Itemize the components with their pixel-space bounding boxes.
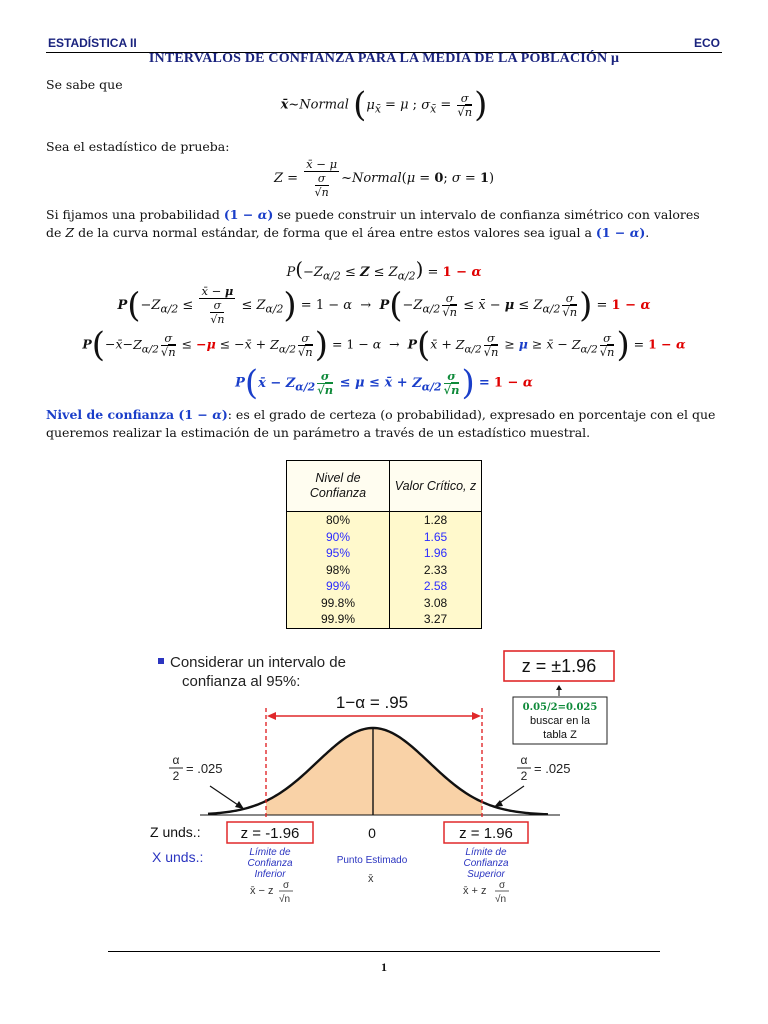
two-symbol-right: 2 bbox=[520, 769, 528, 783]
confidence-level-cell: 90% bbox=[287, 529, 390, 546]
table-row bbox=[287, 512, 482, 529]
equation-confidence-interval: P(x̄ − $Z_{\alpha/2}$ $\frac{\sigma}{√n}$ ≤ μ ≤ x̄ + $Z_{\alpha/2}$ $\frac{\sigma}{√n}$ ) = 1 − α bbox=[235, 363, 533, 403]
table-header-row bbox=[287, 461, 482, 512]
arrow-left-icon bbox=[267, 712, 276, 720]
header-course: ESTADÍSTICA II bbox=[48, 36, 137, 50]
term-nivel-confianza: Nivel de confianza (1 − α) bbox=[46, 407, 228, 422]
text-segment: de la curva normal estándar, de forma que el área entre estos valores sea igual a bbox=[78, 225, 592, 240]
critical-value-cell: 3.08 bbox=[390, 595, 482, 612]
svg-text:√n: √n bbox=[495, 894, 507, 905]
table-row bbox=[287, 611, 482, 628]
confidence-level-cell: 95% bbox=[287, 545, 390, 562]
point-estimate-label: Punto Estimado bbox=[336, 855, 408, 866]
note-line-3: tabla Z bbox=[543, 729, 577, 741]
definition-text: : es el grado de certeza (o probabilidad), expresado en porcentaje con el que bbox=[227, 407, 716, 422]
critical-values-table bbox=[286, 460, 482, 629]
z-lower-value: z = -1.96 bbox=[240, 825, 300, 842]
alpha-symbol-left: α bbox=[172, 753, 180, 767]
equation-probability-3: $P(-x̄-Z_{\alpha/2}$ $\frac{\sigma}{√n}$ ≤ −μ ≤ −x̄ + $Z_{\alpha/2}$ $\frac{\sigma}{√n}$ ) = 1 − α → P(x̄ + $Z_{\alpha/2}$ $\frac{\sigma}{√n}$ ≥ μ ≥ x̄ − $Z_{\alpha/2}$ $\frac{\sigma}{√n}$ ) = 1 − α bbox=[82, 325, 686, 365]
note-line-2: buscar en la bbox=[530, 715, 590, 727]
two-symbol-left: 2 bbox=[172, 769, 180, 783]
lower-limit-label-2: Confianza bbox=[247, 858, 293, 869]
equation-probability-2: $P(-Z_{\alpha/2}$ ≤ $\frac{x̄ - \mu}{\frac{\sigma}{√n}}$ ≤ $Z_{\alpha/2}) = 1 - \alpha \to P(-Z_{\alpha/2}$ $\frac{\sigma}{√n}$ ≤ x̄ − $\mu \le Z_{\alpha/2}$ $\frac{\sigma}{√n}$ ) = 1 − α bbox=[117, 284, 651, 326]
z-units-label: Z unds.: bbox=[150, 824, 201, 840]
note-line-1: 0.05/2=0.025 bbox=[522, 702, 598, 713]
confidence-level-cell: 99.8% bbox=[287, 595, 390, 612]
arrow-icon-left bbox=[235, 801, 244, 809]
z-center-value: 0 bbox=[368, 825, 376, 841]
equation-z-statistic: Z = $\frac{x̄ - \mu}{\frac{\sigma}{√n}}$ ~Normal(μ = 0; σ = 1) bbox=[273, 157, 495, 199]
paragraph-intro: Se sabe que bbox=[46, 77, 123, 92]
confidence-level-cell: 80% bbox=[287, 512, 390, 529]
equation-sampling-distribution: x̄~Normal ($\mu_{x̄} = \mu$ ; $\sigma_{x̄}$ = $\frac{\sigma}{√n}$ ) bbox=[280, 85, 488, 125]
lower-limit-label-1: Límite de bbox=[249, 847, 291, 858]
bullet-text-2: confianza al 95%: bbox=[182, 673, 301, 690]
critical-value-cell: 1.28 bbox=[390, 512, 482, 529]
upper-limit-label-3: Superior bbox=[467, 869, 505, 880]
svg-text:√n: √n bbox=[279, 894, 291, 905]
page-number: 1 bbox=[381, 960, 387, 974]
text-segment: se puede construir un intervalo de confianza simétrico con valores bbox=[277, 207, 700, 222]
table-row bbox=[287, 545, 482, 562]
footer-rule bbox=[108, 951, 660, 952]
lower-limit-label-3: Inferior bbox=[254, 869, 286, 880]
header-critical-value: Valor Crítico, z bbox=[390, 461, 482, 512]
paragraph-nivel-confianza bbox=[46, 406, 726, 442]
header-confidence-level: Nivel de Confianza bbox=[287, 461, 390, 512]
text-segment: Si fijamos una probabilidad bbox=[46, 207, 220, 222]
confidence-area bbox=[266, 728, 482, 815]
confidence-level-cell: 98% bbox=[287, 562, 390, 579]
text-segment: de bbox=[46, 225, 62, 240]
table-body bbox=[287, 512, 482, 629]
critical-value-cell: 2.58 bbox=[390, 578, 482, 595]
z-upper-value: z = 1.96 bbox=[459, 825, 513, 842]
header-code: ECO bbox=[693, 36, 720, 50]
svg-text:x̄ + z: x̄ + z bbox=[463, 885, 487, 897]
svg-text:x̄: x̄ bbox=[368, 873, 374, 885]
alpha-half-left: = .025 bbox=[186, 761, 223, 776]
confidence-level-cell: 99% bbox=[287, 578, 390, 595]
confidence-level-cell: 99.9% bbox=[287, 611, 390, 628]
table-row bbox=[287, 562, 482, 579]
arrow-up-icon bbox=[556, 685, 562, 690]
critical-value-cell: 1.96 bbox=[390, 545, 482, 562]
x-units-label: X unds.: bbox=[152, 849, 204, 865]
svg-text:x̄ − z: x̄ − z bbox=[250, 885, 274, 897]
page-title: INTERVALOS DE CONFIANZA PARA LA MEDIA DE LA POBLACIÓN μ bbox=[148, 51, 620, 66]
critical-value-cell: 1.65 bbox=[390, 529, 482, 546]
upper-limit-label-2: Confianza bbox=[463, 858, 509, 869]
paragraph-probability: Si fijamos una probabilidad (1 − α) se puede construir un intervalo de confianza simétrico con valores de Z de la curva normal estándar, de forma que el área entre estos valores sea igual a (1 − α). bbox=[46, 207, 700, 240]
bullet-text-1: Considerar un intervalo de bbox=[170, 654, 346, 671]
svg-text:σ: σ bbox=[499, 880, 506, 891]
critical-value-cell: 2.33 bbox=[390, 562, 482, 579]
point-estimate-formula bbox=[368, 873, 374, 885]
upper-limit-formula bbox=[463, 880, 509, 905]
definition-text-2: queremos realizar la estimación de un parámetro a través de un estadístico muestral. bbox=[46, 425, 591, 440]
table-row bbox=[287, 529, 482, 546]
normal-curve-figure bbox=[140, 640, 640, 920]
svg-text:σ: σ bbox=[283, 880, 290, 891]
paragraph-statistic: Sea el estadístico de prueba: bbox=[46, 139, 230, 154]
table-row bbox=[287, 578, 482, 595]
term-text: Nivel de confianza bbox=[46, 407, 175, 422]
confidence-label: 1−α = .95 bbox=[335, 693, 409, 712]
upper-limit-label-1: Límite de bbox=[465, 847, 507, 858]
table-row bbox=[287, 595, 482, 612]
bullet-icon bbox=[158, 658, 164, 664]
z-value-text: z = ±1.96 bbox=[521, 656, 597, 676]
lower-limit-formula bbox=[250, 880, 293, 905]
alpha-half-right: = .025 bbox=[534, 761, 571, 776]
critical-value-cell: 3.27 bbox=[390, 611, 482, 628]
arrow-right-icon bbox=[472, 712, 481, 720]
alpha-symbol-right: α bbox=[520, 753, 528, 767]
equation-probability-1: $P(-Z_{\alpha/2} \le Z \le Z_{\alpha/2}) = 1 - \alpha$ bbox=[286, 257, 482, 283]
